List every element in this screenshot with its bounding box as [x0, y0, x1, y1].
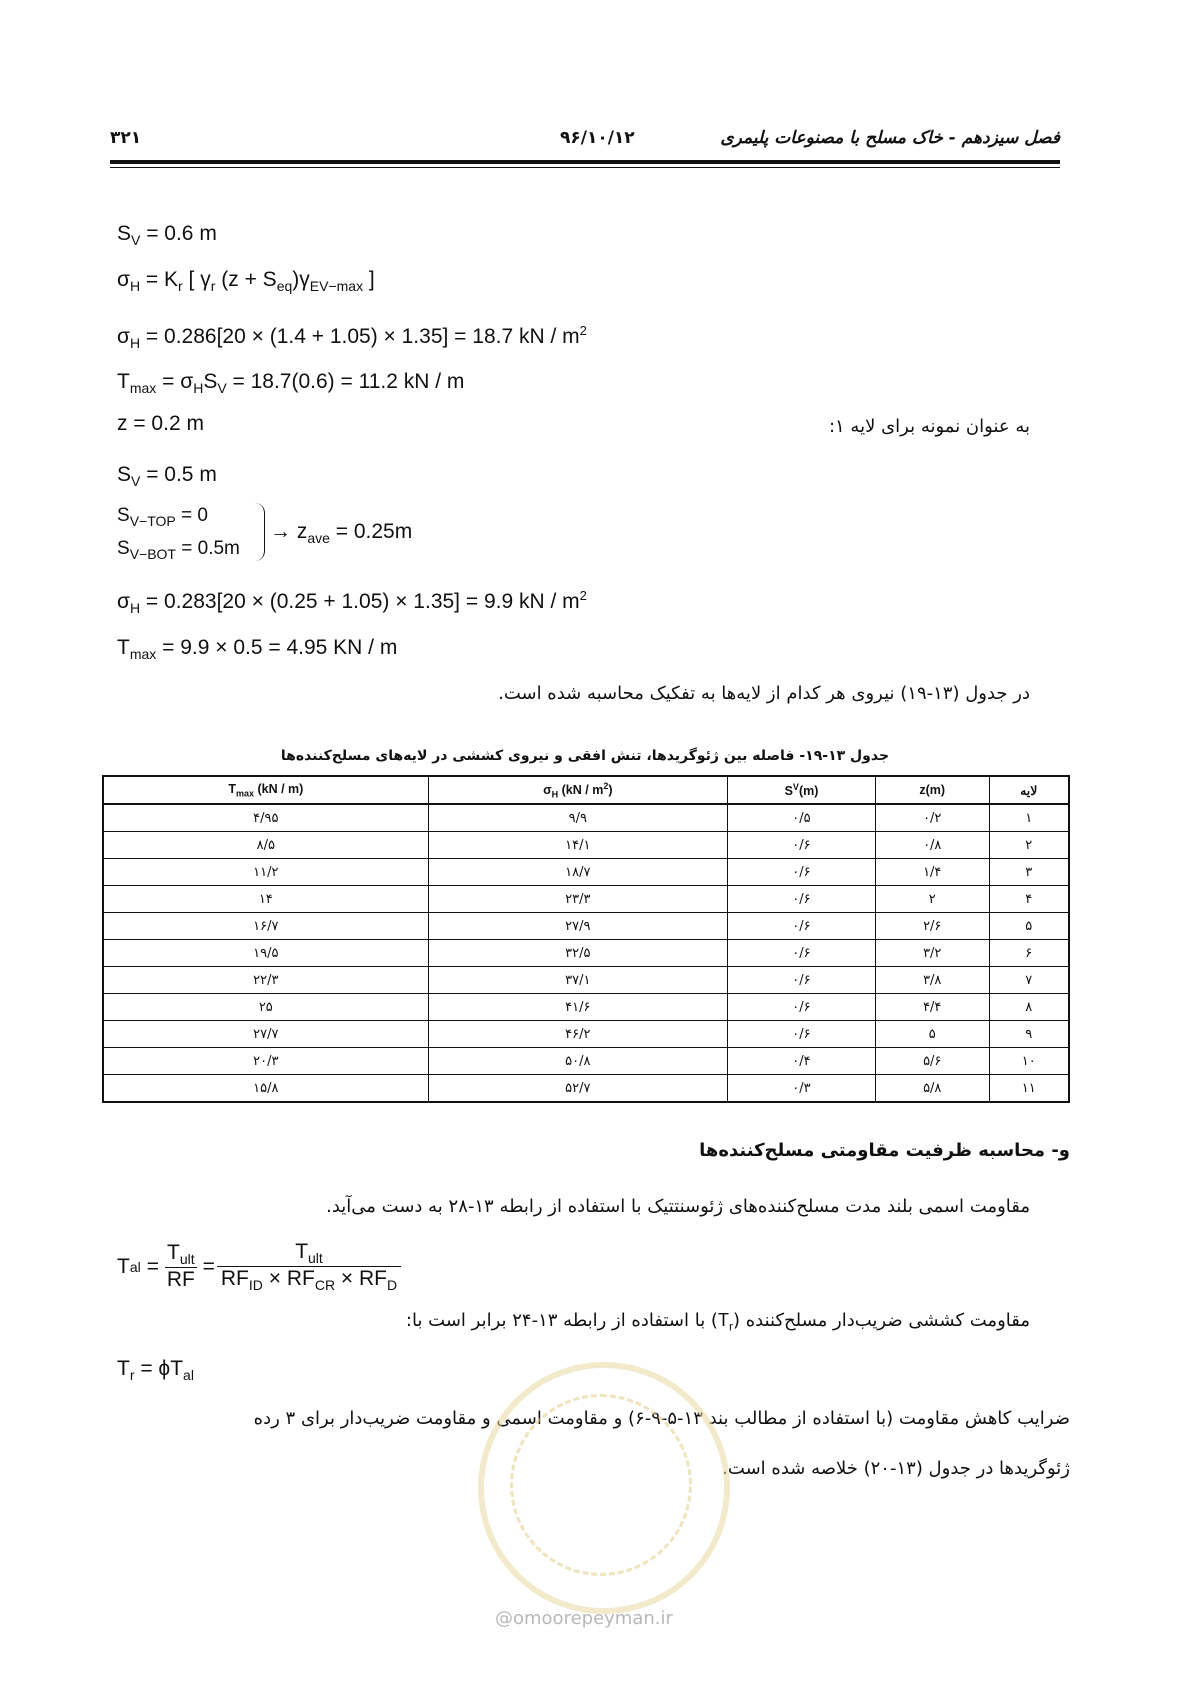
cell-layer: ۸ — [989, 994, 1069, 1021]
cell-sv: ۰/۶ — [727, 913, 875, 940]
cell-sigma: ۹/۹ — [428, 804, 727, 832]
cell-sigma: ۳۷/۱ — [428, 967, 727, 994]
table-row — [103, 859, 1069, 886]
col-z: z(m) — [875, 776, 989, 804]
cell-z: ۰/۲ — [875, 804, 989, 832]
header-date: ۹۶/۱۰/۱۲ — [560, 128, 635, 148]
cell-sv: ۰/۶ — [727, 886, 875, 913]
col-layer: لایه — [989, 776, 1069, 804]
col-sv: $S^V(m)$ — [727, 776, 875, 804]
cell-layer: ۴ — [989, 886, 1069, 913]
cell-z: ۱/۴ — [875, 859, 989, 886]
cell-z: ۵/۶ — [875, 1048, 989, 1075]
table-row — [103, 886, 1069, 913]
tr-equation: $T_r = \phi T_{al}$ — [117, 1357, 194, 1384]
brace — [254, 503, 265, 561]
cell-sv: ۰/۶ — [727, 859, 875, 886]
cell-z: ۴/۴ — [875, 994, 989, 1021]
sigma-formula: $\sigma_H = K_r$ [ $\gamma_r$ $(z + S_{eq})\gamma_{EV-max}$ ] — [117, 268, 375, 295]
cell-tmax: ۴/۹۵ — [103, 804, 428, 832]
cell-tmax: ۸/۵ — [103, 832, 428, 859]
cell-sigma: ۲۷/۹ — [428, 913, 727, 940]
header-rule — [110, 160, 1060, 164]
table-row — [103, 1075, 1069, 1103]
cell-sv: ۰/۳ — [727, 1075, 875, 1103]
cell-z: ۵ — [875, 1021, 989, 1048]
table-row — [103, 994, 1069, 1021]
sv-top-equation: $S_{V-TOP} = 0$ — [117, 505, 208, 529]
cell-layer: ۲ — [989, 832, 1069, 859]
cell-sigma: ۴۶/۲ — [428, 1021, 727, 1048]
sv-equation-1: $S_V = 0.6$ m — [117, 222, 217, 249]
table-row — [103, 940, 1069, 967]
cell-z: ۰/۸ — [875, 832, 989, 859]
table-row — [103, 913, 1069, 940]
cell-tmax: ۲۰/۳ — [103, 1048, 428, 1075]
paragraph-3-line-1: ضرایب کاهش مقاومت (با استفاده از مطالب بند ۱۳-۵-۹-۶) و مقاومت اسمی و مقاومت ضریب‌دار برای ۳ رده — [253, 1408, 1070, 1429]
table-row — [103, 804, 1069, 832]
tmax-equation-2: $T_{max} = 9.9 \times 0.5 = 4.95$ KN / m — [117, 636, 398, 663]
table-intro: در جدول (۱۳-۱۹) نیروی هر کدام از لایه‌ها به تفکیک محاسبه شده است. — [498, 683, 1030, 704]
watermark-seal — [478, 1362, 730, 1614]
cell-sigma: ۵۰/۸ — [428, 1048, 727, 1075]
fraction-1: $T_{ult}$ RF — [166, 1241, 195, 1292]
table-header-row — [103, 776, 1069, 804]
cell-tmax: ۲۵ — [103, 994, 428, 1021]
cell-layer: ۱۰ — [989, 1048, 1069, 1075]
col-tmax: $T_{max}$ (kN / m) — [103, 776, 428, 804]
table-row — [103, 1021, 1069, 1048]
table-row — [103, 832, 1069, 859]
cell-tmax: ۱۹/۵ — [103, 940, 428, 967]
table-caption: جدول ۱۳-۱۹- فاصله بین ژئوگریدها، تنش افقی و نیروی کششی در لایه‌های مسلح‌کننده‌ها — [280, 748, 890, 764]
cell-sv: ۰/۶ — [727, 1021, 875, 1048]
cell-tmax: ۲۷/۷ — [103, 1021, 428, 1048]
watermark-site: @omoorepeyman.ir — [495, 1608, 673, 1629]
cell-tmax: ۱۶/۷ — [103, 913, 428, 940]
cell-sigma: ۳۲/۵ — [428, 940, 727, 967]
cell-sigma: ۴۱/۶ — [428, 994, 727, 1021]
table-row — [103, 1048, 1069, 1075]
cell-layer: ۹ — [989, 1021, 1069, 1048]
cell-sv: ۰/۴ — [727, 1048, 875, 1075]
cell-layer: ۱ — [989, 804, 1069, 832]
z-equation: z = 0.2 m — [117, 412, 204, 435]
cell-sv: ۰/۶ — [727, 832, 875, 859]
cell-sv: ۰/۶ — [727, 967, 875, 994]
tal-equation: T al = $T_{ult}$ RF = $T_{ult}$ $RF_{ID} \times RF_{CR} \times RF_D$ — [117, 1240, 397, 1293]
cell-layer: ۶ — [989, 940, 1069, 967]
page-header — [110, 128, 1060, 164]
paragraph-3-line-2: ژئوگریدها در جدول (۱۳-۲۰) خلاصه شده است. — [722, 1458, 1070, 1479]
paragraph-2: مقاومت کششی ضریب‌دار مسلح‌کننده $(T_r)$ با استفاده از رابطه ۱۳-۲۴ برابر است با: — [405, 1310, 1030, 1334]
cell-sigma: ۱۸/۷ — [428, 859, 727, 886]
sigma-numeric-2: $\sigma_H = 0.283[20 \times (0.25 + 1.05) \times 1.35] = 9.9$ kN / $m^2$ — [117, 588, 587, 617]
cell-layer: ۳ — [989, 859, 1069, 886]
cell-z: ۳/۲ — [875, 940, 989, 967]
chapter-title: فصل سیزدهم - خاک مسلح با مصنوعات پلیمری — [720, 128, 1060, 148]
fraction-2: $T_{ult}$ $RF_{ID} \times RF_{CR} \times RF_D$ — [221, 1240, 397, 1293]
tmax-equation-1: $T_{max} = \sigma_HS_V = 18.7(0.6) = 11.2$ kN / m — [117, 370, 465, 397]
sv-equation-2: $S_V = 0.5$ m — [117, 463, 217, 490]
data-table — [102, 775, 1070, 1103]
cell-z: ۲ — [875, 886, 989, 913]
sv-bot-equation: $S_{V-BOT} = 0.5m$ — [117, 538, 240, 562]
cell-tmax: ۲۲/۳ — [103, 967, 428, 994]
table-row — [103, 967, 1069, 994]
cell-tmax: ۱۵/۸ — [103, 1075, 428, 1103]
cell-sigma: ۵۲/۷ — [428, 1075, 727, 1103]
cell-sv: ۰/۵ — [727, 804, 875, 832]
cell-layer: ۷ — [989, 967, 1069, 994]
cell-sigma: ۱۴/۱ — [428, 832, 727, 859]
cell-layer: ۱۱ — [989, 1075, 1069, 1103]
header-rule-thin — [110, 167, 1060, 168]
cell-z: ۲/۶ — [875, 913, 989, 940]
cell-z: ۵/۸ — [875, 1075, 989, 1103]
cell-sigma: ۲۳/۳ — [428, 886, 727, 913]
col-sigma: $\sigma_H$ $(kN / m^2)$ — [428, 776, 727, 804]
cell-sv: ۰/۶ — [727, 940, 875, 967]
cell-z: ۳/۸ — [875, 967, 989, 994]
paragraph-1: مقاومت اسمی بلند مدت مسلح‌کننده‌های ژئوسنتتیک با استفاده از رابطه ۱۳-۲۸ به دست می‌آید. — [326, 1196, 1030, 1217]
page-number: ۳۲۱ — [110, 128, 142, 148]
cell-tmax: ۱۱/۲ — [103, 859, 428, 886]
layer1-note: به عنوان نمونه برای لایه ۱: — [828, 416, 1030, 437]
sigma-numeric-1: $\sigma_H = 0.286[20 \times (1.4 + 1.05) \times 1.35] = 18.7$ kN / $m^2$ — [117, 323, 587, 352]
cell-tmax: ۱۴ — [103, 886, 428, 913]
cell-layer: ۵ — [989, 913, 1069, 940]
zave-equation: → $z_{ave} = 0.25m$ — [270, 520, 413, 547]
cell-sv: ۰/۶ — [727, 994, 875, 1021]
section-heading: و- محاسبه ظرفیت مقاومتی مسلح‌کننده‌ها — [699, 1140, 1070, 1161]
